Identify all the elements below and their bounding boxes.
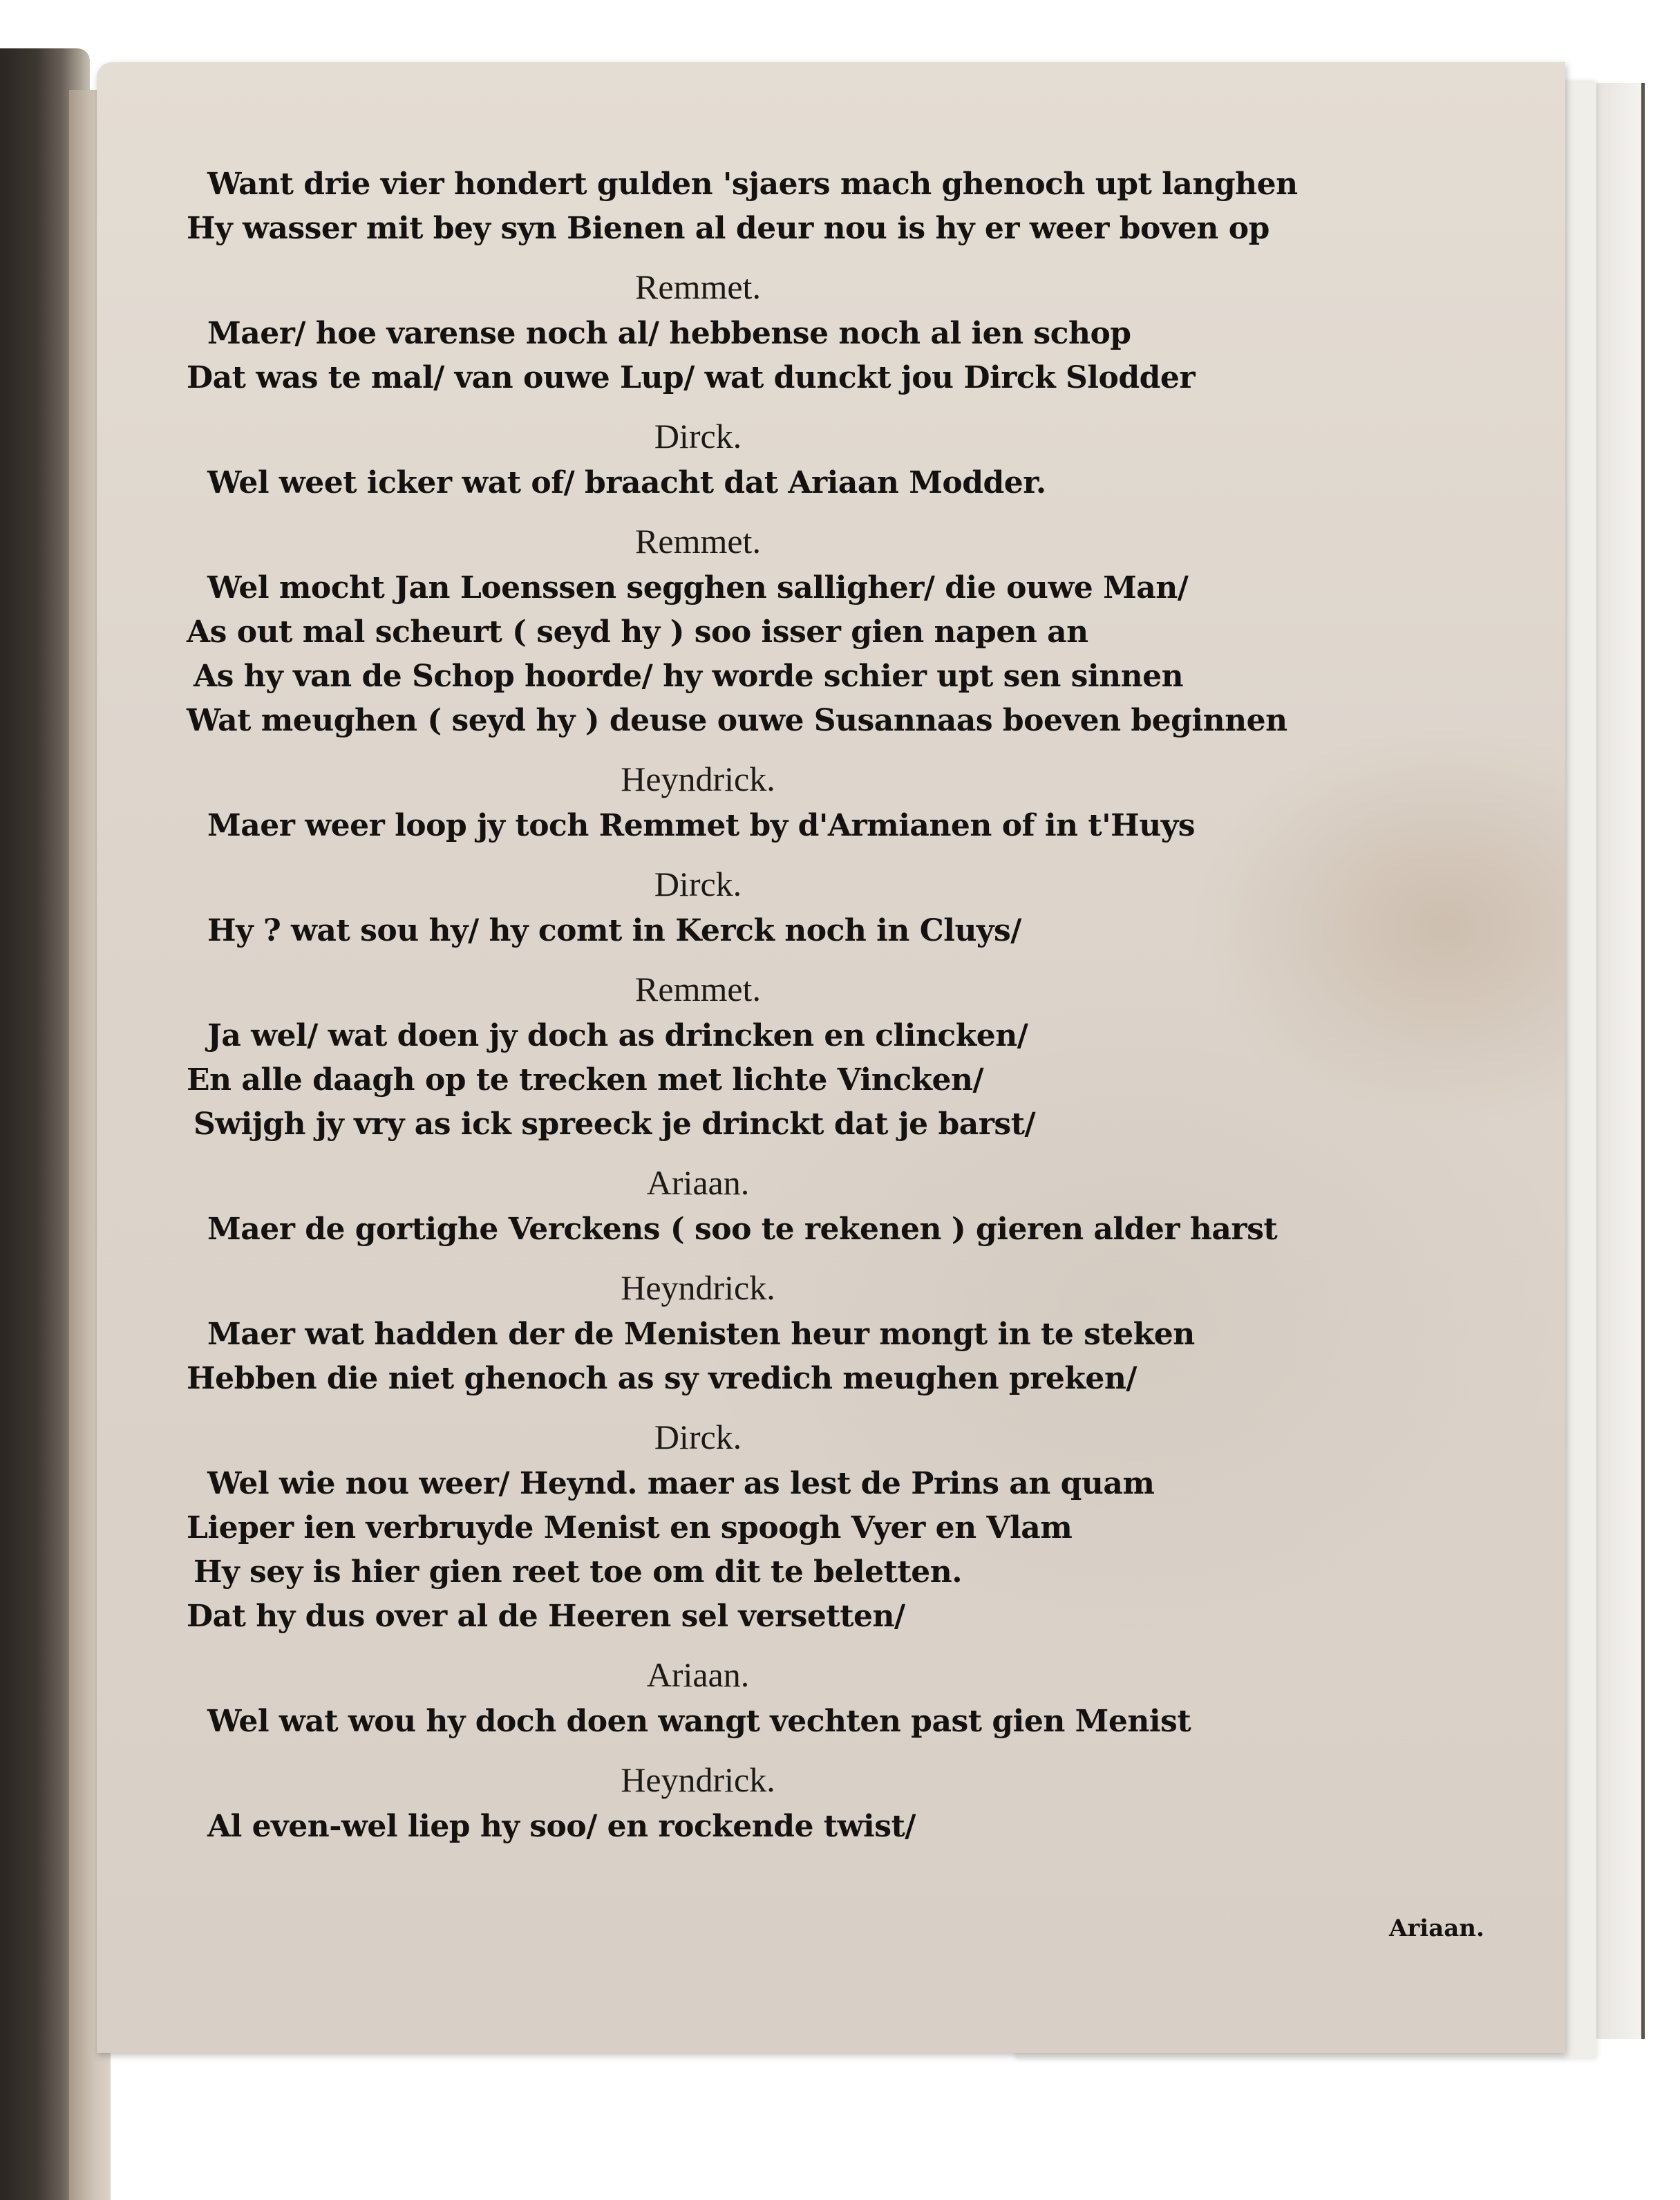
speaker-heading: Heyndrick. [621, 760, 775, 798]
verse-line: Swijgh jy vry as ick spreeck je drinckt dat je barst/ [194, 1107, 1036, 1142]
speaker-heading: Dirck. [654, 1418, 742, 1456]
verse-line: Hy ? wat sou hy/ hy comt in Kerck noch in Cluys/ [207, 913, 1021, 948]
verse-line: Maer weer loop jy toch Remmet by d'Armianen of in t'Huys [207, 808, 1196, 843]
verse-line: Dat was te mal/ van ouwe Lup/ wat dunckt jou Dirck Slodder [187, 360, 1196, 395]
verse-line: Hy sey is hier gien reet toe om dit te beletten. [194, 1554, 963, 1590]
page-text [187, 162, 1431, 1849]
verse-line: Ja wel/ wat doen jy doch as drincken en clincken/ [207, 1018, 1028, 1053]
speaker-heading: Ariaan. [646, 1655, 750, 1694]
speaker-heading: Dirck. [654, 865, 742, 903]
speaker-heading: Ariaan. [646, 1163, 750, 1202]
catchword: Ariaan. [1389, 1915, 1484, 1942]
verse-line: Maer/ hoe varense noch al/ hebbense noch al ien schop [207, 316, 1131, 351]
speaker-heading: Dirck. [654, 417, 742, 455]
speaker-heading: Remmet. [635, 970, 761, 1008]
verse-line: En alle daagh op te trecken met lichte Vincken/ [187, 1062, 984, 1098]
verse-line: As hy van de Schop hoorde/ hy worde schier upt sen sinnen [194, 659, 1184, 694]
verse-line: Wel weet icker wat of/ braacht dat Ariaan Modder. [207, 465, 1046, 500]
verse-line: Wel wie nou weer/ Heynd. maer as lest de Prins an quam [207, 1466, 1155, 1501]
verse-line: Hebben die niet ghenoch as sy vredich meughen preken/ [187, 1361, 1137, 1396]
speaker-heading: Heyndrick. [621, 1268, 775, 1307]
verse-line: As out mal scheurt ( seyd hy ) soo isser gien napen an [187, 614, 1088, 650]
verse-line: Maer de gortighe Verckens ( soo te rekenen ) gieren alder harst [207, 1212, 1278, 1247]
verse-line: Wel mocht Jan Loenssen segghen salligher/ die ouwe Man/ [207, 570, 1189, 605]
speaker-heading: Remmet. [635, 522, 761, 561]
verse-line: Wel wat wou hy doch doen wangt vechten past gien Menist [207, 1704, 1191, 1739]
verse-line: Want drie vier hondert gulden 'sjaers mach ghenoch upt langhen [207, 167, 1298, 202]
verse-line: Wat meughen ( seyd hy ) deuse ouwe Susannaas boeven beginnen [187, 703, 1287, 738]
verse-line: Lieper ien verbruyde Menist en spoogh Vyer en Vlam [187, 1510, 1073, 1545]
verse-line: Maer wat hadden der de Menisten heur mongt in te steken [207, 1317, 1195, 1352]
verse-line: Al even-wel liep hy soo/ en rockende twist/ [207, 1809, 916, 1844]
speaker-heading: Heyndrick. [621, 1760, 775, 1799]
speaker-heading: Remmet. [635, 267, 761, 306]
book-page [97, 62, 1565, 2053]
verse-line: Hy wasser mit bey syn Bienen al deur nou is hy er weer boven op [187, 211, 1270, 246]
verse-line: Dat hy dus over al de Heeren sel versetten/ [187, 1599, 905, 1634]
